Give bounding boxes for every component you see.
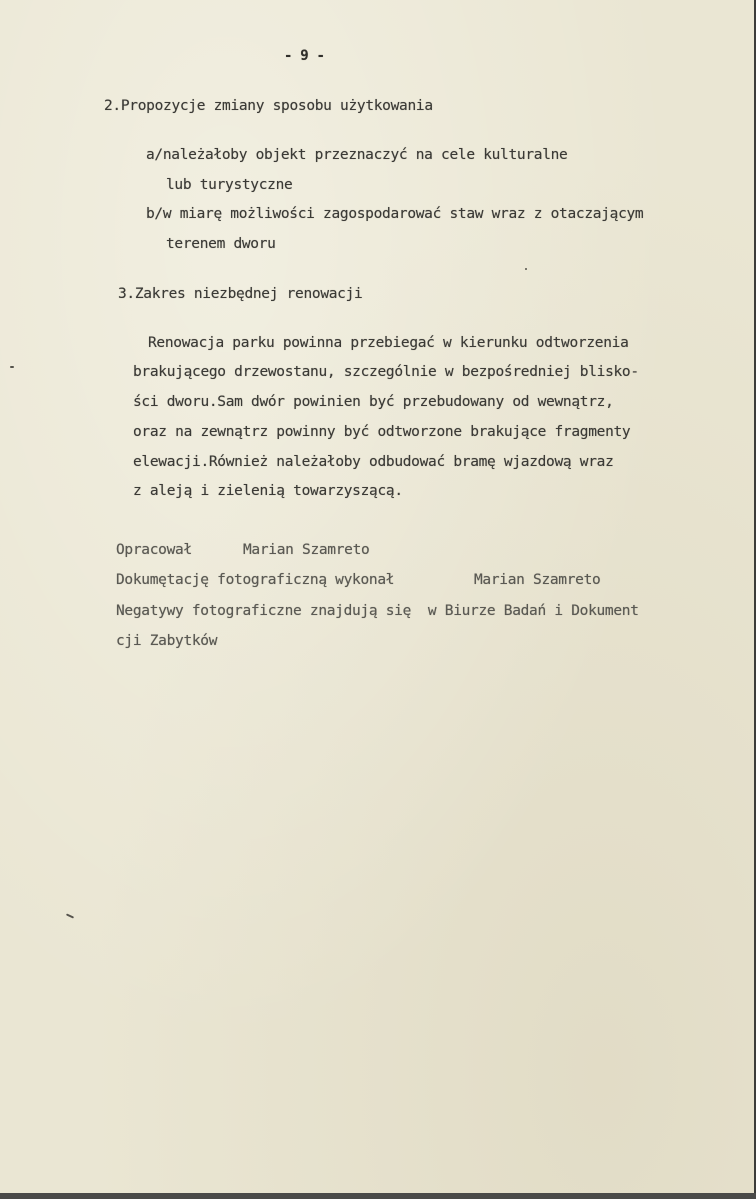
section-2-item-b-line-1: b/w miarę możliwości zagospodarować staw wraz z otaczającym [146, 206, 644, 222]
page-number: - 9 - [284, 48, 325, 64]
section-3-paragraph-line: z aleją i zielenią towarzyszącą. [133, 483, 403, 499]
photo-documentation-label: Dokumętację fotograficzną wykonał [116, 572, 395, 588]
section-2-item-b-line-2: terenem dworu [166, 236, 276, 252]
paper-speck [66, 913, 74, 918]
section-2-item-a-line-1: a/należałoby objekt przeznaczyć na cele kulturalne [146, 147, 568, 163]
paper-speck [10, 366, 14, 368]
negatives-location-line-1: Negatywy fotograficzne znajdują się w Biurze Badań i Dokument [116, 603, 639, 619]
section-3-paragraph-line: oraz na zewnątrz powinny być odtworzone brakujące fragmenty [133, 424, 631, 440]
photo-documentation-name: Marian Szamreto [474, 572, 601, 588]
negatives-location-line-2: cji Zabytków [116, 633, 218, 649]
section-3-paragraph-line: elewacji.Również należałoby odbudować bramę wjazdową wraz [133, 454, 614, 470]
paper-speck [525, 268, 527, 270]
prepared-by-label: Opracował [116, 542, 192, 558]
section-3-paragraph-line: ści dworu.Sam dwór powinien być przebudowany od wewnątrz, [133, 394, 614, 410]
section-3-paragraph-line: Renowacja parku powinna przebiegać w kierunku odtworzenia [148, 335, 629, 351]
section-3-heading: 3.Zakres niezbędnej renowacji [118, 286, 363, 302]
section-2-item-a-line-2: lub turystyczne [166, 177, 293, 193]
prepared-by-name: Marian Szamreto [243, 542, 370, 558]
section-3-paragraph-line: brakującego drzewostanu, szczególnie w bezpośredniej blisko- [133, 364, 639, 380]
section-2-heading: 2.Propozycje zmiany sposobu użytkowania [104, 98, 433, 114]
